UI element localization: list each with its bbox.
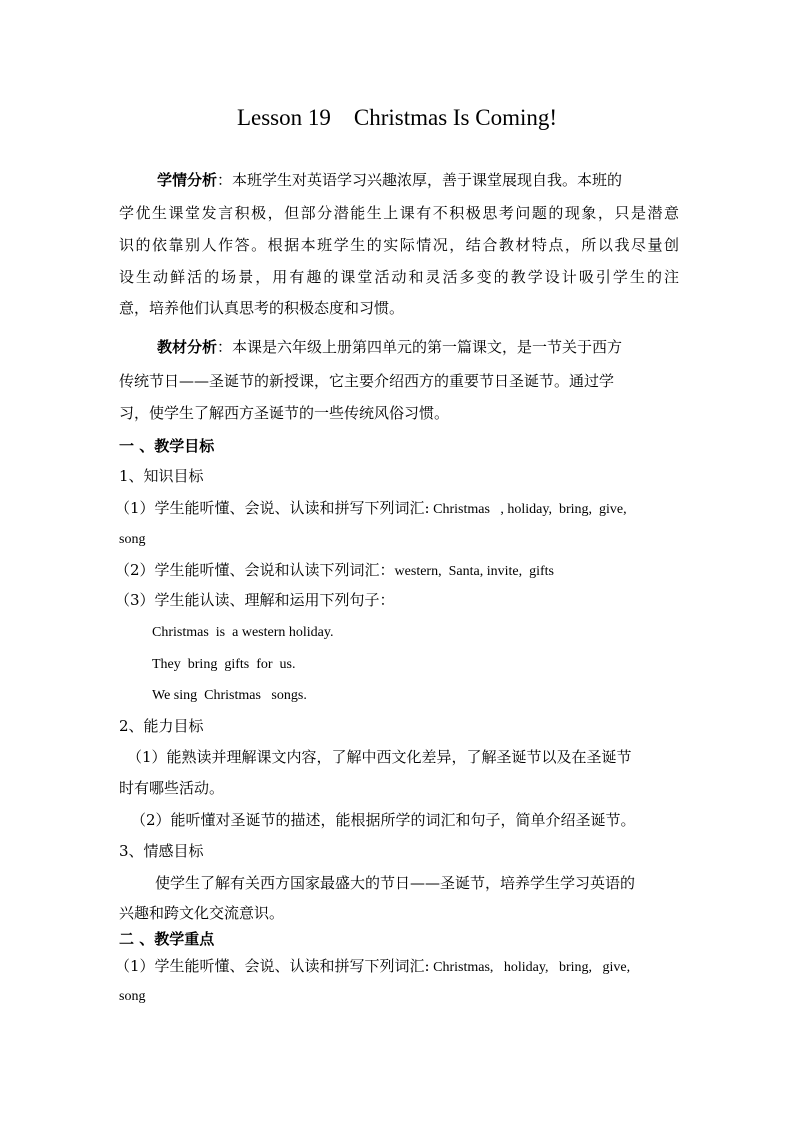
knowledge-objectives-heading: 1、知识目标	[119, 467, 204, 485]
knowledge-item-1-en: Christmas , holiday, bring, give,	[429, 502, 627, 517]
knowledge-item-2-en: western, Santa, invite, gifts	[394, 564, 554, 579]
ability-item-1-line-1: （1）能熟读并理解课文内容，了解中西文化差异，了解圣诞节以及在圣诞节	[127, 748, 632, 766]
student-analysis-label: 学情分析	[157, 171, 218, 189]
key-point-item-1-continued: song	[119, 989, 146, 1004]
key-point-item-1-cn: （1）学生能听懂、会说、认读和拼写下列词汇:	[115, 957, 430, 975]
document-title: Lesson 19 Christmas Is Coming!	[236, 105, 558, 130]
student-analysis-line-2: 学优生课堂发言积极，但部分潜能生上课有不积极思考问题的现象，只是潜意	[119, 204, 679, 222]
section-objectives-heading: 一 、教学目标	[119, 437, 215, 455]
student-analysis-line-4: 设生动鲜活的场景，用有趣的课堂活动和灵活多变的教学设计吸引学生的注	[119, 268, 679, 286]
textbook-analysis-line-1	[157, 337, 679, 357]
example-sentence-1: Christmas is a western holiday.	[152, 625, 334, 640]
student-analysis-line-1	[157, 170, 679, 190]
ability-objectives-heading: 2、能力目标	[119, 717, 204, 735]
textbook-analysis-line-3: 习，使学生了解西方圣诞节的一些传统风俗习惯。	[119, 404, 450, 422]
student-analysis-text: ：本班学生对英语学习兴趣浓厚，善于课堂展现自我。本班的	[217, 171, 623, 189]
knowledge-item-1	[115, 498, 675, 520]
key-point-item-1	[115, 956, 675, 978]
student-analysis-line-3: 识的依靠别人作答。根据本班学生的实际情况，结合教材特点，所以我尽量创	[119, 236, 679, 254]
key-point-item-1-en: Christmas, holiday, bring, give,	[429, 960, 631, 975]
example-sentence-3: We sing Christmas songs.	[152, 688, 307, 703]
knowledge-item-3: （3）学生能认读、理解和运用下列句子：	[115, 591, 395, 609]
ability-item-1-line-2: 时有哪些活动。	[119, 779, 225, 797]
emotion-line-2: 兴趣和跨文化交流意识。	[119, 904, 285, 922]
emotion-objectives-heading: 3、情感目标	[119, 842, 204, 860]
student-analysis-line-5: 意，培养他们认真思考的积极态度和习惯。	[119, 299, 405, 317]
knowledge-item-2	[115, 560, 675, 582]
textbook-analysis-line-2: 传统节日——圣诞节的新授课，它主要介绍西方的重要节日圣诞节。通过学	[119, 372, 615, 390]
knowledge-item-1-continued: song	[119, 532, 146, 547]
ability-item-2: （2）能听懂对圣诞节的描述，能根据所学的词汇和句子，简单介绍圣诞节。	[131, 811, 636, 829]
textbook-analysis-label: 教材分析	[157, 338, 218, 356]
textbook-analysis-text: ：本课是六年级上册第四单元的第一篇课文，是一节关于西方	[217, 338, 623, 356]
emotion-line-1: 使学生了解有关西方国家最盛大的节日——圣诞节，培养学生学习英语的	[155, 874, 636, 892]
knowledge-item-2-cn: （2）学生能听懂、会说和认读下列词汇：	[115, 561, 395, 579]
example-sentence-2: They bring gifts for us.	[152, 657, 296, 672]
section-key-points-heading: 二 、教学重点	[119, 930, 215, 948]
knowledge-item-1-cn: （1）学生能听懂、会说、认读和拼写下列词汇:	[115, 499, 430, 517]
